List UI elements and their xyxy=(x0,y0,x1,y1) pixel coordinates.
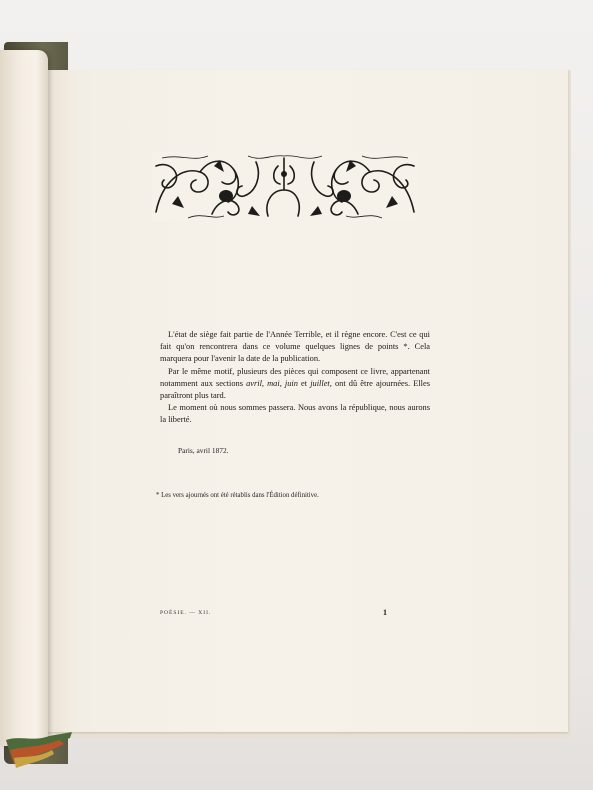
paragraph-2 xyxy=(160,366,430,403)
paragraph-2-before: Par le même motif, plusieurs des pièces qui composent ce livre, appartenant notamment aux sections xyxy=(160,366,430,388)
paragraph-2-months: avril, mai, juin xyxy=(246,378,298,388)
bookmark-ribbon xyxy=(4,730,74,770)
left-flyleaf xyxy=(0,50,48,746)
signature-mark: POÉSIE. — XII. xyxy=(160,610,212,616)
page-number: 1 xyxy=(383,608,387,617)
paragraph-2-juillet: juillet, xyxy=(310,378,332,388)
paragraph-2-et: et xyxy=(297,378,311,388)
paragraph-1: L'état de siège fait partie de l'Année Terrible, et il règne encore. C'est ce qui fait qu'on rencontrera dans ce volume quelques lignes de points *. Cela marquera pour l'avenir la date de la publication. xyxy=(160,330,430,364)
dateline: Paris, avril 1872. xyxy=(178,446,229,455)
headpiece-ornament xyxy=(152,152,418,221)
paragraph-3: Le moment où nous sommes passera. Nous avons la république, nous aurons la liberté. xyxy=(160,403,430,425)
paragraph-2-after: ont dû être ajournées. Elles paraîtront plus tard. xyxy=(160,378,430,401)
footnote: * Les vers ajournés ont été rétablis dans l'Édition définitive. xyxy=(156,492,319,499)
preface-text xyxy=(160,329,430,427)
